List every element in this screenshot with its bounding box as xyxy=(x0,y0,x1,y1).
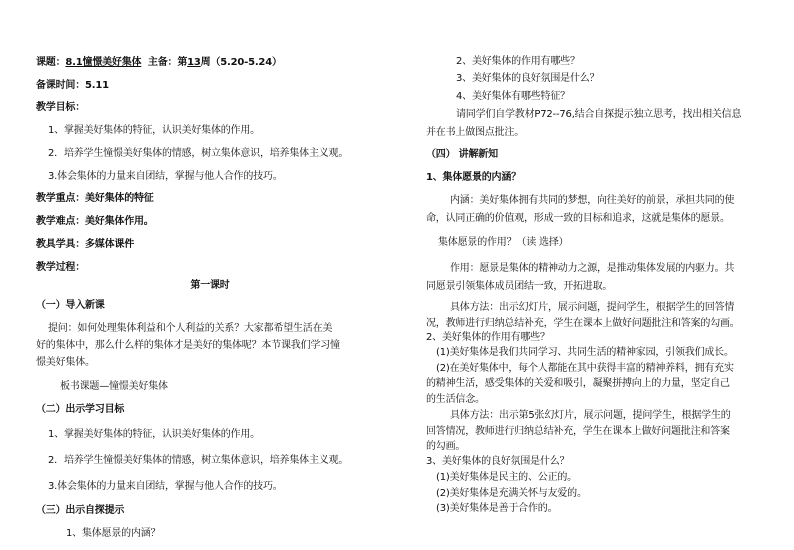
intro-text: 好的集体中，那么什么样的集体才是美好的集体呢？本节课我们学习憧 xyxy=(36,340,340,351)
goal-item: 1、掌握美好集体的特征，认识美好集体的作用。 xyxy=(48,125,260,136)
vision-role: 同愿景引领集体成员团结一致，开拓进取。 xyxy=(426,281,613,292)
goal-item: 3.体会集体的力量来自团结，掌握与他人合作的技巧。 xyxy=(48,481,283,492)
method-text: 具体方法：出示幻灯片，展示问题，提问学生，根据学生的回答情 xyxy=(450,302,735,313)
explore-question: 4、美好集体有哪些特征？ xyxy=(456,91,570,102)
lesson-header: 课题：8.1憧憬美好集体 主备：第13周（5.20-5.24） xyxy=(36,57,282,68)
explore-question: 3、美好集体的良好氛围是什么？ xyxy=(456,73,600,84)
method-text: 的勾画。 xyxy=(426,441,466,452)
explore-question: 1、集体愿景的内涵？ xyxy=(66,528,161,539)
role-item: (1)美好集体是我们共同学习、共同生活的精神家园，引领我们成长。 xyxy=(436,347,734,358)
section-explain-heading: （四） 讲解新知 xyxy=(426,149,498,160)
self-study-instruction: 并在书上做图点批注。 xyxy=(426,127,524,138)
lesson-title: 第一课时 xyxy=(190,280,230,291)
week-number: 13 xyxy=(187,57,201,68)
atmosphere-item: (3)美好集体是善于合作的。 xyxy=(436,503,558,514)
teaching-process: 教学过程： xyxy=(36,262,85,273)
vision-content: 内涵：美好集体拥有共同的梦想，向往美好的前景，承担共同的使 xyxy=(450,195,735,206)
topic: 8.1憧憬美好集体 xyxy=(65,57,142,68)
method-text: 况，教师进行归纳总结补充，学生在课本上做好问题批注和答案的勾画。 xyxy=(426,318,740,329)
section-explore-heading: （三）出示自探提示 xyxy=(36,505,125,516)
role-item: (2)在美好集体中，每个人都能在其中获得丰富的精神养料，拥有充实 xyxy=(436,363,734,374)
section-intro-heading: （一）导入新课 xyxy=(36,300,105,311)
goal-item: 1、掌握美好集体的特征，认识美好集体的作用。 xyxy=(48,429,260,440)
explore-question: 2、美好集体的作用有哪些？ xyxy=(456,56,580,67)
method-text: 回答情况，教师进行归纳总结补充，学生在课本上做好问题批注和答案 xyxy=(426,426,730,437)
self-study-instruction: 请同学们自学教材P72--76,结合自探提示独立思考，找出相关信息 xyxy=(456,109,742,120)
section-goals-heading: （二）出示学习目标 xyxy=(36,404,125,415)
method-text: 具体方法：出示第5张幻灯片，展示问题，提问学生，根据学生的 xyxy=(450,410,731,421)
board-title: 板书课题—憧憬美好集体 xyxy=(60,381,168,392)
vision-role-question: 集体愿景的作用？（读 选择） xyxy=(438,237,569,248)
goal-item: 2．培养学生憧憬美好集体的情感，树立集体意识，培养集体主义观。 xyxy=(48,455,349,466)
intro-text: 憬美好集体。 xyxy=(36,357,95,368)
atmosphere-item: (1)美好集体是民主的、公正的。 xyxy=(436,472,577,483)
topic-heading: 1、集体愿景的内涵？ xyxy=(426,172,521,183)
vision-role: 作用：愿景是集体的精神动力之源，是推动集体发展的内驱力。共 xyxy=(450,263,735,274)
intro-text: 提问：如何处理集体利益和个人利益的关系？大家都希望生活在美 xyxy=(48,323,333,334)
goal-item: 2．培养学生憧憬美好集体的情感，树立集体意识，培养集体主义观。 xyxy=(48,148,349,159)
atmosphere-item: (2)美好集体是充满关怀与友爱的。 xyxy=(436,488,587,499)
vision-content: 命，认同正确的价值观，形成一致的目标和追求，这就是集体的愿景。 xyxy=(426,213,730,224)
teaching-focus: 教学重点：美好集体的特征 xyxy=(36,193,154,204)
role-item: 的精神生活，感受集体的关爱和吸引，凝聚拼搏向上的力量，坚定自己 xyxy=(426,378,730,389)
goal-item: 3.体会集体的力量来自团结，掌握与他人合作的技巧。 xyxy=(48,171,283,182)
teaching-difficulty: 教学难点：美好集体作用。 xyxy=(36,216,154,227)
prep-time: 备课时间：5.11 xyxy=(36,80,109,91)
topic-heading: 2、美好集体的作用有哪些？ xyxy=(426,332,550,343)
topic-heading: 3、美好集体的良好氛围是什么？ xyxy=(426,456,570,467)
role-item: 的生活信念。 xyxy=(426,394,485,405)
goals-heading: 教学目标： xyxy=(36,102,85,113)
teaching-tools: 教具学具：多媒体课件 xyxy=(36,239,134,250)
